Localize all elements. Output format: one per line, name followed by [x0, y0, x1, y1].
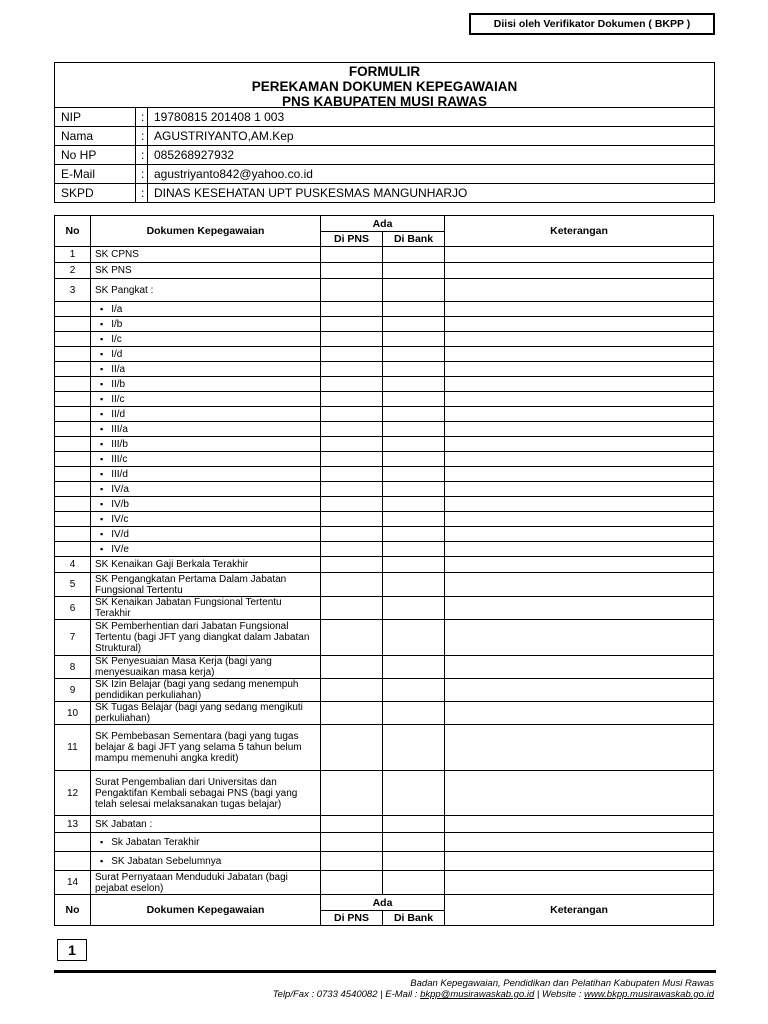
field-label: SKPD: [55, 184, 136, 203]
table-row: [55, 332, 714, 347]
row-di-pns-cell: [321, 816, 383, 833]
row-di-bank-cell: [383, 527, 445, 542]
row-keterangan-cell: [445, 771, 714, 816]
row-di-pns-cell: [321, 725, 383, 771]
table-row: [55, 557, 714, 573]
footer-divider: [54, 970, 716, 973]
table-row: [55, 833, 714, 852]
row-keterangan-cell: [445, 512, 714, 527]
row-keterangan-cell: [445, 247, 714, 263]
row-di-bank-cell: [383, 542, 445, 557]
table-row: [55, 702, 714, 725]
row-document: [91, 512, 321, 527]
row-number: [55, 332, 91, 347]
row-di-bank-cell: [383, 679, 445, 702]
row-di-pns-cell: [321, 362, 383, 377]
row-di-bank-cell: [383, 377, 445, 392]
row-di-bank-cell: [383, 833, 445, 852]
row-di-bank-cell: [383, 317, 445, 332]
row-document-label: ▪ III/a: [95, 424, 128, 435]
row-number: [55, 497, 91, 512]
table-row: [55, 573, 714, 597]
header-dokumen: Dokumen Kepegawaian: [91, 216, 321, 247]
row-document-label: ▪ II/d: [95, 409, 125, 420]
table-row: [55, 482, 714, 497]
row-number: 2: [55, 263, 91, 279]
header-no: No: [55, 895, 91, 926]
row-document: [91, 467, 321, 482]
row-document: [91, 302, 321, 317]
row-di-bank-cell: [383, 407, 445, 422]
field-nip: [55, 108, 714, 127]
row-di-bank-cell: [383, 771, 445, 816]
row-keterangan-cell: [445, 816, 714, 833]
header-di-bank: Di Bank: [383, 232, 445, 247]
row-di-bank-cell: [383, 573, 445, 597]
row-keterangan-cell: [445, 527, 714, 542]
row-keterangan-cell: [445, 597, 714, 620]
row-document-label: SK Pembebasan Sementara (bagi yang tugas belajar & bagi JFT yang selama 5 tahun belum mampu memenuhi angka kredit): [95, 731, 302, 764]
row-document: [91, 702, 321, 725]
row-document-label: SK PNS: [95, 265, 132, 276]
row-number: 6: [55, 597, 91, 620]
form-title-line-3: PNS KABUPATEN MUSI RAWAS: [281, 94, 487, 109]
row-keterangan-cell: [445, 557, 714, 573]
row-keterangan-cell: [445, 620, 714, 656]
row-document: [91, 497, 321, 512]
row-number: [55, 407, 91, 422]
table-row: [55, 392, 714, 407]
row-keterangan-cell: [445, 656, 714, 679]
row-di-pns-cell: [321, 482, 383, 497]
row-di-pns-cell: [321, 317, 383, 332]
row-di-bank-cell: [383, 452, 445, 467]
row-di-pns-cell: [321, 771, 383, 816]
row-document-label: ▪ I/c: [95, 334, 122, 345]
row-document-label: SK Pangkat :: [95, 284, 154, 296]
row-keterangan-cell: [445, 347, 714, 362]
row-di-pns-cell: [321, 527, 383, 542]
row-keterangan-cell: [445, 833, 714, 852]
row-di-bank-cell: [383, 816, 445, 833]
row-keterangan-cell: [445, 279, 714, 302]
table-row: [55, 725, 714, 771]
row-di-bank-cell: [383, 871, 445, 895]
table-row: [55, 816, 714, 833]
row-di-pns-cell: [321, 347, 383, 362]
row-document: [91, 279, 321, 302]
row-di-pns-cell: [321, 279, 383, 302]
header-keterangan: Keterangan: [445, 895, 714, 926]
row-number: 5: [55, 573, 91, 597]
field-label: Nama: [55, 127, 136, 146]
row-number: 8: [55, 656, 91, 679]
page-number: 1: [57, 939, 87, 961]
row-keterangan-cell: [445, 302, 714, 317]
row-di-pns-cell: [321, 656, 383, 679]
table-row: [55, 656, 714, 679]
field-skpd: [55, 184, 714, 203]
row-document: [91, 620, 321, 656]
table-row: [55, 497, 714, 512]
row-document: [91, 377, 321, 392]
field-label: No HP: [55, 146, 136, 165]
row-keterangan-cell: [445, 725, 714, 771]
row-document: [91, 597, 321, 620]
row-number: [55, 302, 91, 317]
field-no-hp: [55, 146, 714, 165]
table-row: [55, 597, 714, 620]
personal-info-form: [54, 62, 715, 203]
row-di-pns-cell: [321, 542, 383, 557]
row-di-bank-cell: [383, 702, 445, 725]
row-document: [91, 871, 321, 895]
row-document-label: Surat Pernyataan Menduduki Jabatan (bagi pejabat eselon): [95, 871, 288, 894]
row-document-label: SK Penyesuaian Masa Kerja (bagi yang menyesuaikan masa kerja): [95, 656, 272, 678]
row-document: [91, 407, 321, 422]
row-keterangan-cell: [445, 702, 714, 725]
row-keterangan-cell: [445, 542, 714, 557]
row-di-bank-cell: [383, 302, 445, 317]
row-document: [91, 833, 321, 852]
row-document-label: SK Jabatan :: [95, 818, 153, 830]
field-value: agustriyanto842@yahoo.co.id: [148, 165, 715, 184]
row-document-label: SK Kenaikan Jabatan Fungsional Tertentu Terakhir: [95, 597, 282, 619]
table-row: [55, 263, 714, 279]
row-keterangan-cell: [445, 317, 714, 332]
row-document: [91, 392, 321, 407]
table-row: [55, 452, 714, 467]
footer-email-link[interactable]: bkpp@musirawaskab.go.id: [420, 989, 535, 1000]
row-di-pns-cell: [321, 407, 383, 422]
verifier-box: Diisi oleh Verifikator Dokumen ( BKPP ): [469, 13, 715, 35]
footer-website-link[interactable]: www.bkpp.musirawaskab.go.id: [584, 989, 714, 1000]
row-di-pns-cell: [321, 679, 383, 702]
row-number: 7: [55, 620, 91, 656]
row-di-bank-cell: [383, 597, 445, 620]
row-document-label: ▪ III/b: [95, 439, 128, 450]
row-document-label: ▪ I/d: [95, 349, 122, 360]
row-keterangan-cell: [445, 482, 714, 497]
table-row: [55, 422, 714, 437]
row-di-bank-cell: [383, 347, 445, 362]
row-di-bank-cell: [383, 362, 445, 377]
row-di-bank-cell: [383, 482, 445, 497]
row-document-label: ▪ II/b: [95, 379, 125, 390]
row-number: 9: [55, 679, 91, 702]
row-document-label: SK Kenaikan Gaji Berkala Terakhir: [95, 559, 249, 570]
row-di-bank-cell: [383, 247, 445, 263]
row-di-bank-cell: [383, 620, 445, 656]
field-colon: :: [136, 184, 148, 203]
row-document-label: SK Izin Belajar (bagi yang sedang menempuh pendidikan perkuliahan): [95, 679, 299, 701]
row-number: [55, 377, 91, 392]
row-di-pns-cell: [321, 422, 383, 437]
footer-header-row: [55, 895, 714, 911]
table-row: [55, 679, 714, 702]
row-number: [55, 527, 91, 542]
personal-info-table: [55, 108, 714, 202]
row-document-label: ▪ II/c: [95, 394, 125, 405]
row-document-label: ▪ SK Jabatan Sebelumnya: [95, 856, 221, 867]
field-value: AGUSTRIYANTO,AM.Kep: [148, 127, 715, 146]
row-document-label: Surat Pengembalian dari Universitas dan Pengaktifan Kembali sebagai PNS (bagi yang telah selesai melaksanakan tugas belajar): [95, 776, 298, 810]
row-document-label: ▪ I/b: [95, 319, 122, 330]
row-document: [91, 557, 321, 573]
row-keterangan-cell: [445, 573, 714, 597]
row-document-label: ▪ IV/d: [95, 529, 129, 540]
row-di-bank-cell: [383, 557, 445, 573]
form-title-line-1: FORMULIR: [348, 64, 421, 79]
row-di-bank-cell: [383, 512, 445, 527]
table-row: [55, 279, 714, 302]
row-number: [55, 452, 91, 467]
row-document: [91, 422, 321, 437]
header-ada: Ada: [321, 216, 445, 232]
row-number: [55, 542, 91, 557]
row-document-label: SK Pemberhentian dari Jabatan Fungsional Tertentu (bagi JFT yang diangkat dalam Jabatan Struktural): [95, 621, 310, 654]
row-number: 10: [55, 702, 91, 725]
row-number: [55, 467, 91, 482]
field-value: 085268927932: [148, 146, 715, 165]
row-di-bank-cell: [383, 725, 445, 771]
table-row: [55, 362, 714, 377]
row-document: [91, 247, 321, 263]
row-di-bank-cell: [383, 263, 445, 279]
row-di-pns-cell: [321, 702, 383, 725]
row-keterangan-cell: [445, 407, 714, 422]
row-number: [55, 362, 91, 377]
row-keterangan-cell: [445, 263, 714, 279]
row-di-pns-cell: [321, 332, 383, 347]
header-no: No: [55, 216, 91, 247]
row-di-pns-cell: [321, 247, 383, 263]
row-document: [91, 482, 321, 497]
row-document: [91, 332, 321, 347]
row-di-pns-cell: [321, 377, 383, 392]
row-di-pns-cell: [321, 452, 383, 467]
field-value: 19780815 201408 1 003: [154, 109, 285, 124]
form-title: [55, 63, 714, 108]
row-di-bank-cell: [383, 332, 445, 347]
row-keterangan-cell: [445, 452, 714, 467]
row-number: [55, 347, 91, 362]
table-row: [55, 512, 714, 527]
row-document: [91, 362, 321, 377]
row-di-pns-cell: [321, 833, 383, 852]
row-document-label: ▪ II/a: [95, 364, 125, 375]
row-document: [91, 679, 321, 702]
header-ada: Ada: [321, 895, 445, 911]
row-document-label: SK Pengangkatan Pertama Dalam Jabatan Fungsional Tertentu: [95, 573, 287, 596]
row-document: [91, 771, 321, 816]
row-keterangan-cell: [445, 392, 714, 407]
header-di-bank: Di Bank: [383, 911, 445, 926]
row-keterangan-cell: [445, 422, 714, 437]
row-number: [55, 512, 91, 527]
row-di-bank-cell: [383, 497, 445, 512]
row-document: [91, 317, 321, 332]
row-di-pns-cell: [321, 302, 383, 317]
row-keterangan-cell: [445, 437, 714, 452]
row-document-label: ▪ IV/c: [95, 514, 128, 525]
table-row: [55, 467, 714, 482]
row-di-pns-cell: [321, 852, 383, 871]
header-dokumen: Dokumen Kepegawaian: [91, 895, 321, 926]
document-table: [54, 215, 714, 926]
table-row: [55, 620, 714, 656]
row-number: [55, 422, 91, 437]
row-keterangan-cell: [445, 852, 714, 871]
row-keterangan-cell: [445, 871, 714, 895]
row-di-bank-cell: [383, 656, 445, 679]
field-colon: :: [136, 165, 148, 184]
row-di-pns-cell: [321, 437, 383, 452]
row-document: [91, 347, 321, 362]
row-document-label: ▪ Sk Jabatan Terakhir: [95, 837, 199, 848]
row-number: 14: [55, 871, 91, 895]
row-di-pns-cell: [321, 467, 383, 482]
header-keterangan: Keterangan: [445, 216, 714, 247]
row-keterangan-cell: [445, 467, 714, 482]
row-document: [91, 816, 321, 833]
row-di-pns-cell: [321, 573, 383, 597]
row-di-pns-cell: [321, 620, 383, 656]
header-di-pns: Di PNS: [321, 232, 383, 247]
table-row: [55, 302, 714, 317]
row-di-bank-cell: [383, 392, 445, 407]
field-nama: [55, 127, 714, 146]
row-number: 4: [55, 557, 91, 573]
row-document: [91, 852, 321, 871]
row-document-label: ▪ III/c: [95, 454, 127, 465]
row-number: [55, 833, 91, 852]
row-number: 1: [55, 247, 91, 263]
table-row: [55, 347, 714, 362]
table-row: [55, 771, 714, 816]
row-number: [55, 482, 91, 497]
row-document-label: SK CPNS: [95, 249, 139, 260]
row-document-label: ▪ III/d: [95, 469, 128, 480]
table-row: [55, 247, 714, 263]
footer-contact-mid: | Website :: [534, 989, 585, 1000]
table-row: [55, 871, 714, 895]
header-di-pns: Di PNS: [321, 911, 383, 926]
header-row: [55, 216, 714, 232]
row-di-pns-cell: [321, 497, 383, 512]
row-di-bank-cell: [383, 467, 445, 482]
row-number: 11: [55, 725, 91, 771]
field-label: E-Mail: [55, 165, 136, 184]
field-colon: :: [136, 146, 148, 165]
row-document: [91, 725, 321, 771]
table-row: [55, 852, 714, 871]
row-di-pns-cell: [321, 871, 383, 895]
table-row: [55, 407, 714, 422]
row-di-pns-cell: [321, 557, 383, 573]
row-number: [55, 852, 91, 871]
row-di-bank-cell: [383, 422, 445, 437]
document-rows: [55, 247, 714, 895]
row-document-label: ▪ IV/e: [95, 544, 129, 555]
row-keterangan-cell: [445, 332, 714, 347]
row-document-label: ▪ IV/b: [95, 499, 129, 510]
table-row: [55, 377, 714, 392]
row-number: 13: [55, 816, 91, 833]
row-di-pns-cell: [321, 597, 383, 620]
row-keterangan-cell: [445, 377, 714, 392]
row-document-label: ▪ I/a: [95, 304, 122, 315]
row-number: [55, 437, 91, 452]
row-keterangan-cell: [445, 679, 714, 702]
row-document: [91, 527, 321, 542]
footer-agency: Badan Kepegawaian, Pendidikan dan Pelatihan Kabupaten Musi Rawas: [410, 978, 714, 989]
row-keterangan-cell: [445, 497, 714, 512]
field-label: NIP: [55, 108, 136, 127]
field-email: [55, 165, 714, 184]
table-row: [55, 527, 714, 542]
row-number: [55, 392, 91, 407]
row-keterangan-cell: [445, 362, 714, 377]
row-document: [91, 452, 321, 467]
row-di-bank-cell: [383, 852, 445, 871]
field-colon: :: [136, 127, 148, 146]
row-number: [55, 317, 91, 332]
field-value: DINAS KESEHATAN UPT PUSKESMAS MANGUNHARJO: [148, 184, 715, 203]
row-document-label: SK Tugas Belajar (bagi yang sedang mengikuti perkuliahan): [95, 702, 303, 724]
row-document-label: ▪ IV/a: [95, 484, 129, 495]
row-number: 12: [55, 771, 91, 816]
row-document: [91, 542, 321, 557]
footer-contact-prefix: Telp/Fax : 0733 4540082 | E-Mail :: [272, 989, 421, 1000]
row-document: [91, 437, 321, 452]
footer-contact: [273, 989, 714, 1000]
row-di-pns-cell: [321, 512, 383, 527]
table-row: [55, 437, 714, 452]
form-title-line-2: PEREKAMAN DOKUMEN KEPEGAWAIAN: [251, 79, 518, 94]
row-di-bank-cell: [383, 437, 445, 452]
table-row: [55, 317, 714, 332]
field-colon: :: [136, 108, 148, 127]
row-document: [91, 263, 321, 279]
row-document: [91, 656, 321, 679]
row-document: [91, 573, 321, 597]
row-number: 3: [55, 279, 91, 302]
table-row: [55, 542, 714, 557]
row-di-pns-cell: [321, 392, 383, 407]
row-di-pns-cell: [321, 263, 383, 279]
row-di-bank-cell: [383, 279, 445, 302]
